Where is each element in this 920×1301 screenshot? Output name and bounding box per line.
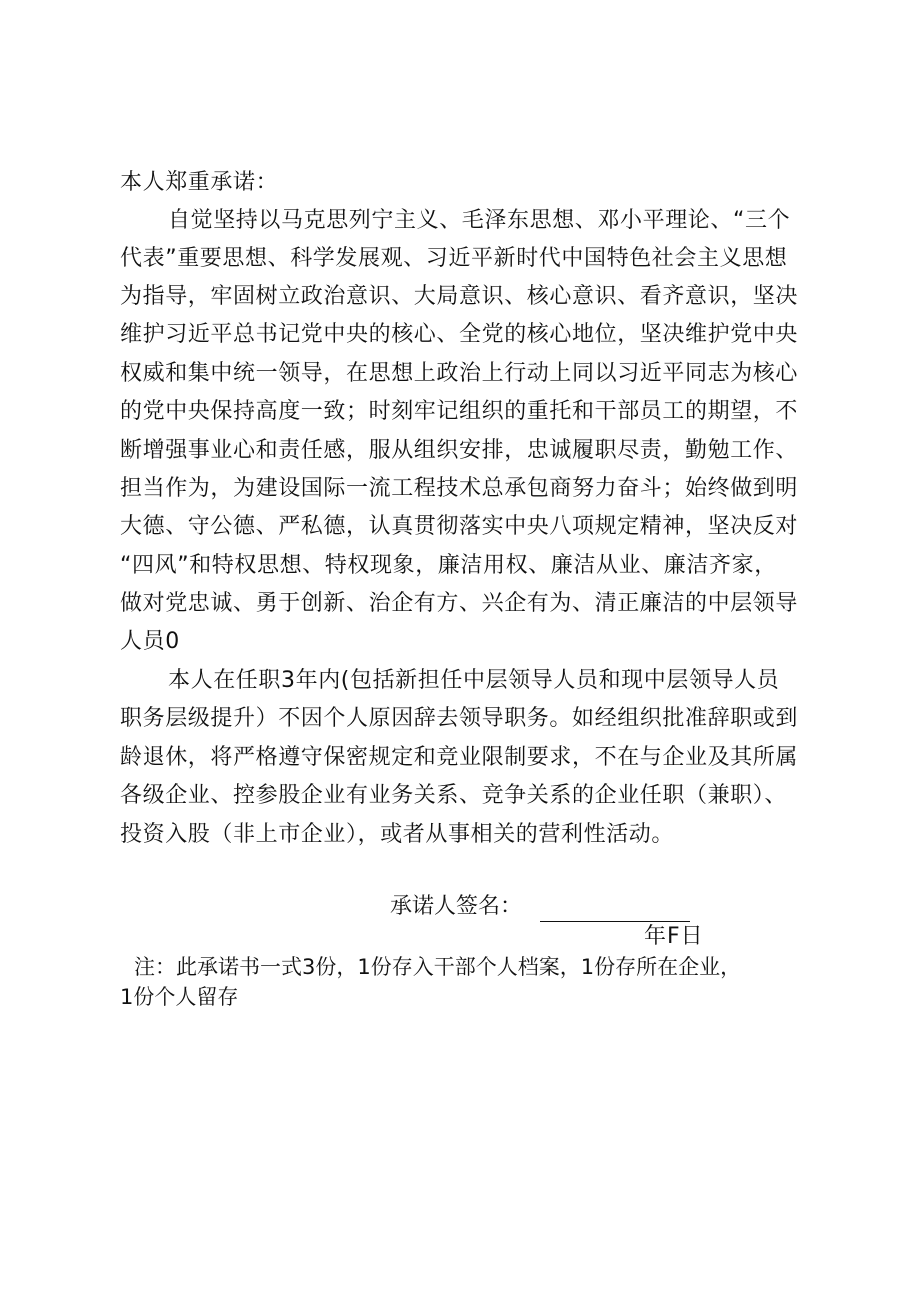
paragraph-2-line: 各级企业、控参股企业有业务关系、竞争关系的企业任职（兼职）、 [120, 783, 788, 808]
paragraph-1-line: 代表”重要思想、科学发展观、习近平新时代中国特色社会主义思想 [120, 246, 788, 271]
paragraph-1-line: 的党中央保持高度一致；时刻牢记组织的重托和干部员工的期望，不 [120, 399, 799, 424]
paragraph-2-line: 龄退休，将严格遵守保密规定和竞业限制要求，不在与企业及其所属 [120, 745, 799, 770]
paragraph-1-line: 权威和集中统一领导，在思想上政治上行动上同以习近平同志为核心 [120, 361, 799, 386]
signature-label: 承诺人签名： [390, 894, 523, 919]
signature-line[interactable] [540, 899, 690, 922]
paragraph-1-line: 人员0 [120, 629, 180, 654]
paragraph-1-line: 为指导，牢固树立政治意识、大局意识、核心意识、看齐意识，坚决 [120, 284, 799, 309]
paragraph-1-line: “四风”和特权思想、特权现象，廉洁用权、廉洁从业、廉洁齐家， [120, 553, 777, 578]
paragraph-1-line: 维护习近平总书记党中央的核心、全党的核心地位，坚决维护党中央 [120, 322, 799, 347]
paragraph-2-line: 投资入股（非上市企业），或者从事相关的营利性活动。 [120, 822, 675, 847]
signature-row [390, 892, 690, 922]
salutation: 本人郑重承诺： [120, 170, 279, 195]
paragraph-1-line: 担当作为，为建设国际一流工程技术总承包商努力奋斗；始终做到明 [120, 476, 799, 501]
paragraph-1-line: 自觉坚持以马克思列宁主义、毛泽东思想、邓小平理论、“三个 [168, 208, 791, 233]
paragraph-2-line: 职务层级提升）不因个人原因辞去领导职务。如经组织批准辞职或到 [120, 706, 799, 731]
paragraph-1-line: 做对党忠诚、勇于创新、治企有方、兴企有为、清正廉洁的中层领导 [120, 591, 799, 616]
paragraph-1-line: 断增强事业心和责任感，服从组织安排，忠诚履职尽责，勤勉工作、 [120, 438, 799, 463]
paragraph-1-line: 大德、守公德、严私德，认真贯彻落实中央八项规定精神，坚决反对 [120, 514, 799, 539]
note-line: 注：此承诺书一式3份，1份存入干部个人档案，1份存所在企业， [134, 955, 742, 979]
note-line: 1份个人留存 [120, 985, 239, 1009]
paragraph-2-line: 本人在任职3年内(包括新担任中层领导人员和现中层领导人员 [168, 668, 780, 693]
date-label: 年F日 [644, 924, 704, 949]
